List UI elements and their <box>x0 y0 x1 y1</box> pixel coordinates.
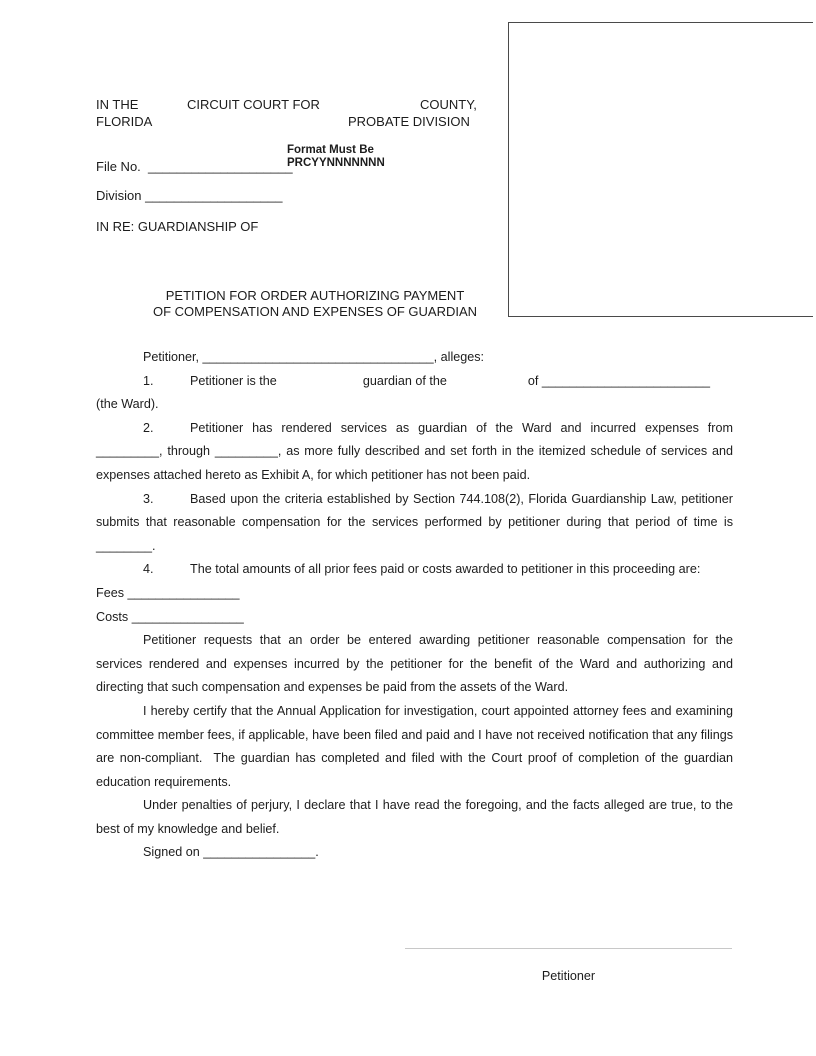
paragraph-4 <box>96 558 733 582</box>
perjury-text: Under penalties of perjury, I declare that I have read the foregoing, and the facts alleged are true, to the best of my knowledge and belief. <box>96 798 733 836</box>
paragraph-3-text: Based upon the criteria established by Section 744.108(2), Florida Guardianship Law, petitioner submits that reasonable compensation for the services performed by petitioner during that period of time is ________. <box>96 491 733 553</box>
indent-spacer <box>96 384 143 385</box>
paragraph-1-seg2: guardian of the <box>362 373 447 388</box>
paragraph-4-text: The total amounts of all prior fees paid or costs awarded to petitioner in this proceeding are: <box>190 562 701 577</box>
division-blank: ___________________ <box>145 188 283 203</box>
perjury-paragraph <box>96 794 733 841</box>
the-ward-text: (the Ward). <box>96 397 159 412</box>
person-property-gap <box>447 384 528 385</box>
request-text: Petitioner requests that an order be entered awarding petitioner reasonable compensation for the services rendered and expenses incurred by the petitioner for the benefit of the Ward and authorizing and directing that such compensation and expenses be paid from the assets of the Ward. <box>96 633 733 695</box>
certification-text: I hereby certify that the Annual Application for investigation, court appointed attorney fees and examining committee member fees, if applicable, have been filed and paid and I have not received notification that any filings are non-compliant. The guardian has completed and filed with the Court proof of completion of the guardian education requirements. <box>96 703 733 789</box>
petition-title-line1: PETITION FOR ORDER AUTHORIZING PAYMENT <box>165 288 465 303</box>
paragraph-1-blank: ________________________ <box>538 373 710 388</box>
request-paragraph <box>96 629 733 700</box>
certification-paragraph <box>96 700 733 794</box>
in-re-guardianship-line: IN RE: GUARDIANSHIP OF <box>96 219 259 234</box>
format-notice-line1: Format Must Be <box>287 144 374 156</box>
signed-on-line <box>96 841 733 865</box>
costs-text: Costs ________________ <box>96 609 244 624</box>
opening-text: Petitioner, _________________________________, alleges: <box>143 350 485 364</box>
petitioner-signature-label: Petitioner <box>541 969 596 983</box>
costs-line <box>96 606 733 630</box>
petition-title <box>96 288 534 319</box>
paragraph-3-number: 3. <box>143 491 154 506</box>
division-label: Division <box>96 188 146 203</box>
format-notice-line2: PRCYYNNNNNNN <box>287 157 385 169</box>
guardian-type-gap <box>277 384 363 385</box>
document-body <box>96 346 733 865</box>
court-header-circuit-court: CIRCUIT COURT FOR <box>187 97 320 112</box>
paragraph-2-text: Petitioner has rendered services as guardian of the Ward and incurred expenses from _________, through _________, as more fully described and set forth in the itemized schedule of services and expenses attached hereto as Exhibit A, for which petitioner has not been paid. <box>96 420 733 482</box>
paragraph-2-number: 2. <box>143 420 154 435</box>
paragraph-1-seg1: Petitioner is the <box>190 373 277 388</box>
paragraph-1 <box>96 370 733 417</box>
paragraph-1-number: 1. <box>143 373 154 388</box>
opening-paragraph <box>96 346 733 370</box>
paragraph-4-number: 4. <box>143 562 154 577</box>
paragraph-2 <box>96 417 733 488</box>
court-header-probate-division: PROBATE DIVISION <box>348 114 470 129</box>
file-no-blank: ____________________ <box>148 159 293 174</box>
petition-title-line2: OF COMPENSATION AND EXPENSES OF GUARDIAN <box>152 303 478 319</box>
fees-line <box>96 582 733 606</box>
signature-block <box>405 948 732 983</box>
fees-text: Fees ________________ <box>96 585 240 600</box>
court-header-county: COUNTY, <box>420 97 477 112</box>
file-no-label: File No. <box>96 159 149 174</box>
court-header-florida: FLORIDA <box>96 114 153 129</box>
signed-on-text: Signed on ________________. <box>143 845 319 860</box>
clerk-stamp-box <box>508 22 813 317</box>
court-header-in-the: IN THE <box>96 97 139 112</box>
file-no-line <box>96 159 293 174</box>
paragraph-1-seg3: of <box>527 373 539 388</box>
paragraph-3 <box>96 488 733 559</box>
division-line <box>96 188 283 203</box>
